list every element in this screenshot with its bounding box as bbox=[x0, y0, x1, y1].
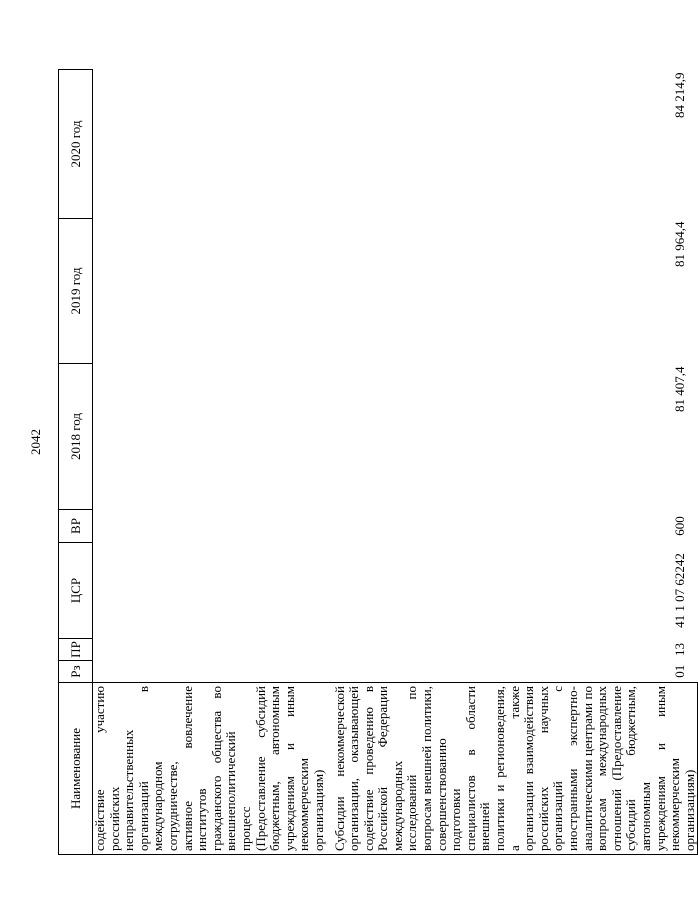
header-pr: ПР bbox=[59, 639, 93, 661]
table-row bbox=[327, 70, 698, 855]
text-line: внешнеполитический процесс bbox=[223, 731, 253, 851]
text-line: некоммерческим организациям) bbox=[296, 758, 326, 851]
row-2-year-2019: 81 964,4 bbox=[671, 221, 687, 267]
text-line: активное вовлечение институтов bbox=[179, 686, 210, 851]
header-year-2018: 2018 год bbox=[59, 364, 93, 510]
row-2-name bbox=[327, 683, 698, 855]
text-line: субсидий бюджетным, автономным bbox=[623, 686, 653, 851]
budget-table bbox=[58, 69, 698, 855]
text-line: учреждениям и иным bbox=[652, 686, 668, 851]
row-1-year-2018 bbox=[93, 364, 327, 510]
text-line: иностранными экспертно- bbox=[565, 686, 580, 851]
text-line: Российской Федерации bbox=[375, 686, 391, 851]
page-number: 2042 bbox=[28, 429, 43, 455]
row-2-year-2020: 84 214,9 bbox=[671, 72, 687, 118]
header-vr: ВР bbox=[59, 510, 93, 543]
row-2-rz: 01 bbox=[671, 664, 687, 678]
text-line: содействие участию российских bbox=[92, 686, 122, 851]
header-rz: Рз bbox=[59, 661, 93, 683]
row-2-vr: 600 bbox=[671, 516, 687, 536]
text-line: некоммерческим организациям) bbox=[667, 758, 697, 851]
text-line: неправительственных организаций в bbox=[121, 686, 151, 851]
text-line: международных исследований по bbox=[389, 686, 420, 851]
text-line: специалистов в области внешней bbox=[462, 686, 493, 851]
text-line: Субсидии некоммерческой bbox=[331, 686, 347, 851]
text-line: содействие проведению в bbox=[360, 686, 376, 851]
text-line: российских научных организаций с bbox=[535, 686, 566, 851]
row-2-csr: 41 1 07 62242 bbox=[671, 553, 687, 628]
row-1-pr bbox=[93, 639, 327, 661]
text-line: совершенствованию подготовки bbox=[433, 738, 464, 851]
table-row bbox=[93, 70, 327, 855]
text-line: политики и регионоведения, а также bbox=[492, 686, 522, 851]
row-1-csr bbox=[93, 543, 327, 639]
table-header bbox=[59, 70, 93, 855]
rotated-page-content bbox=[58, 70, 697, 855]
header-csr: ЦСР bbox=[59, 543, 93, 639]
header-year-2020: 2020 год bbox=[59, 70, 93, 219]
text-line: (Предоставление субсидий bbox=[252, 686, 268, 851]
text-line: отношений (Предоставление bbox=[608, 686, 624, 851]
row-1-vr bbox=[93, 510, 327, 543]
row-2-pr: 13 bbox=[671, 643, 687, 656]
header-year-2019: 2019 год bbox=[59, 219, 93, 364]
text-line: вопросам внешней политики, bbox=[419, 686, 435, 851]
text-line: гражданского общества во bbox=[208, 686, 224, 851]
text-line: организации взаимодействия bbox=[521, 686, 537, 851]
row-1-name bbox=[93, 683, 327, 855]
text-line: аналитическими центрами по bbox=[579, 686, 595, 851]
text-line: вопросам международных bbox=[594, 686, 610, 851]
row-1-year-2019 bbox=[93, 219, 327, 364]
text-line: учреждениям и иным bbox=[281, 686, 297, 851]
row-1-year-2020 bbox=[93, 70, 327, 219]
text-line: организации, оказывающей bbox=[346, 686, 362, 851]
header-row bbox=[59, 70, 93, 855]
row-2-year-2018: 81 407,4 bbox=[671, 366, 687, 412]
row-1-rz bbox=[93, 661, 327, 683]
text-line: бюджетным, автономным bbox=[267, 686, 283, 851]
text-line: международном сотрудничестве, bbox=[150, 761, 180, 851]
header-name: Наименование bbox=[59, 683, 93, 855]
